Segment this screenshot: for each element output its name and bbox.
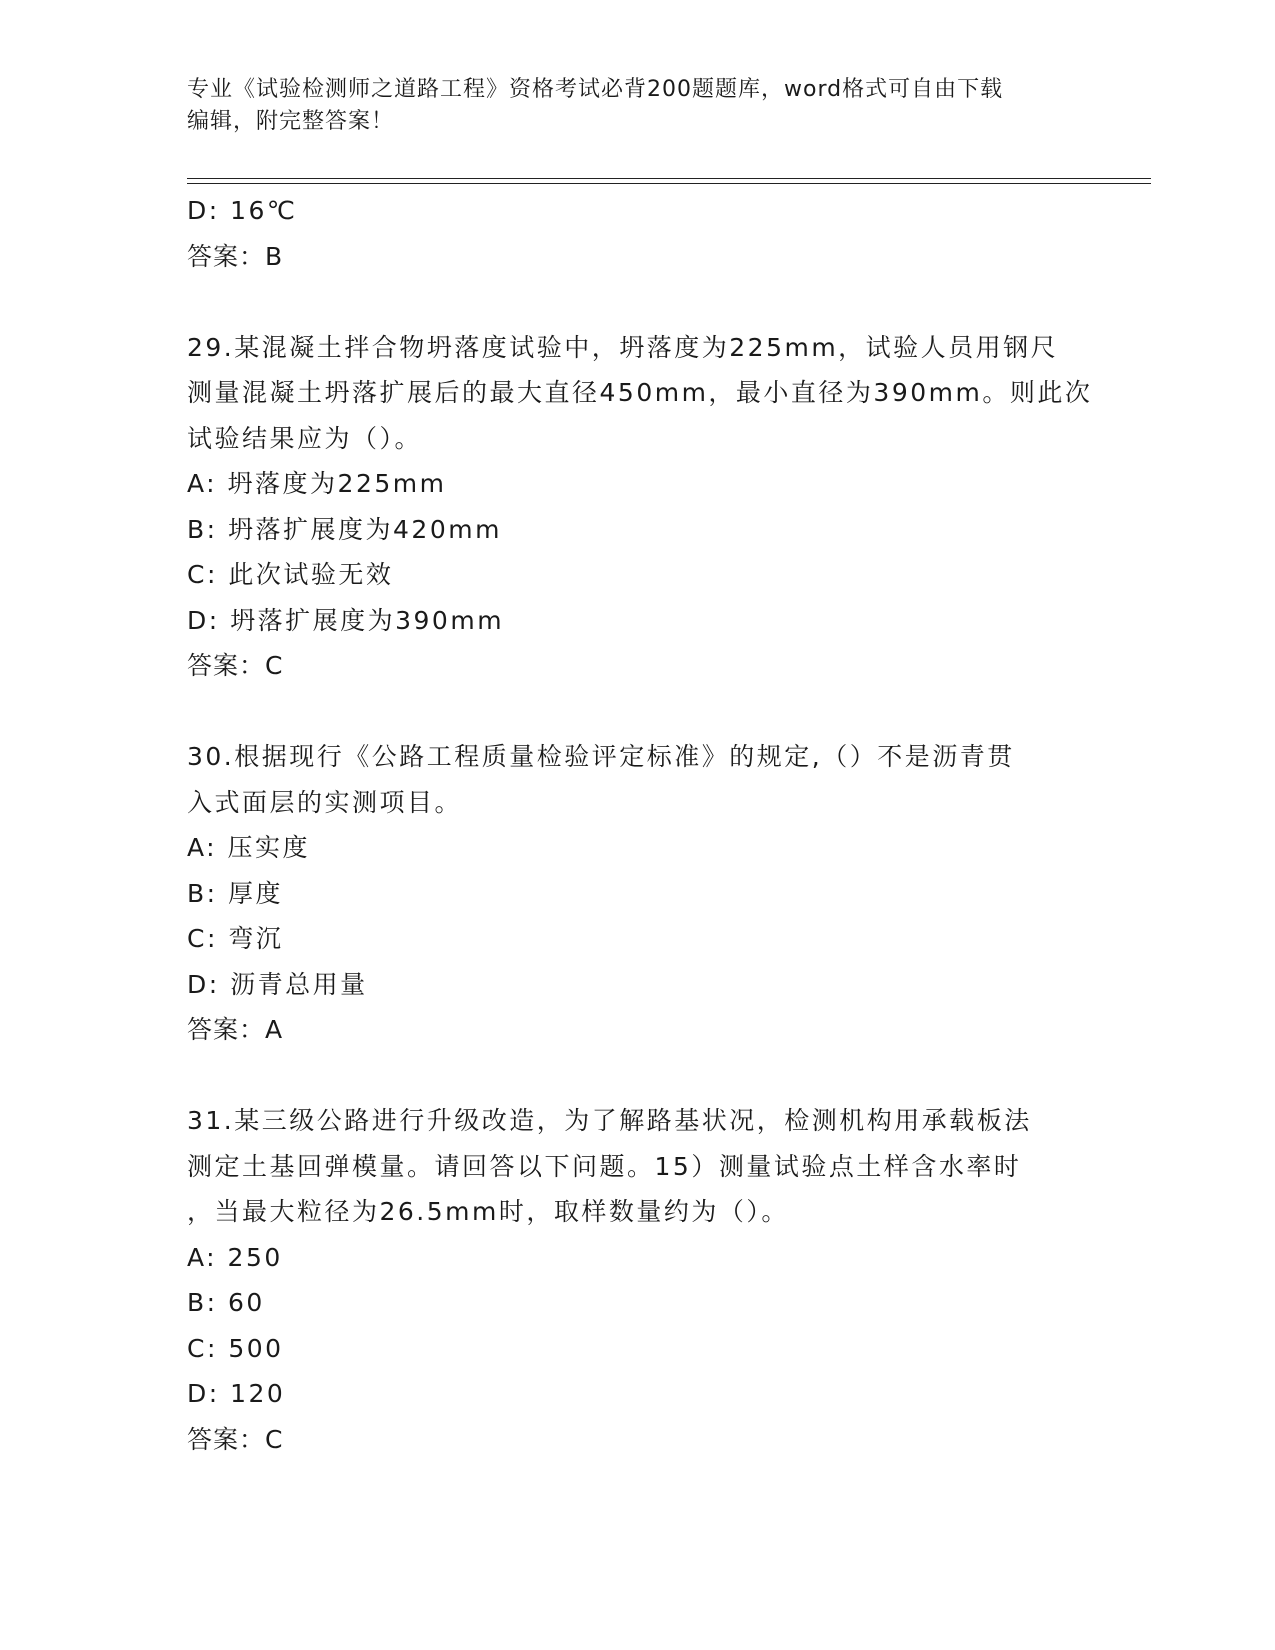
option-c: C: 500 bbox=[187, 1333, 284, 1363]
option-a: A: 坍落度为225mm bbox=[187, 469, 447, 498]
document-body bbox=[187, 188, 1093, 1462]
spacer bbox=[187, 279, 1087, 325]
question-text bbox=[187, 325, 1093, 462]
page-header bbox=[187, 74, 1087, 138]
question-line: ，当最大粒径为26.5mm时，取样数量约为（）。 bbox=[187, 1197, 789, 1226]
question-line: 29.某混凝土拌合物坍落度试验中，坍落度为225mm，试验人员用钢尺 bbox=[187, 332, 1059, 362]
spacer bbox=[187, 689, 1087, 735]
option-a: A: 250 bbox=[187, 1242, 283, 1272]
option-b: B: 厚度 bbox=[187, 878, 284, 908]
answer: 答案：A bbox=[187, 1015, 284, 1044]
question-block bbox=[187, 325, 1093, 689]
option-d: D: 16℃ bbox=[187, 196, 298, 225]
carryover-block bbox=[187, 188, 1087, 279]
question-text bbox=[187, 734, 1087, 825]
option-b: B: 60 bbox=[187, 1288, 265, 1317]
question-line: 30.根据现行《公路工程质量检验评定标准》的规定,（）不是沥青贯 bbox=[187, 742, 1015, 771]
question-line: 入式面层的实测项目。 bbox=[187, 787, 463, 817]
header-divider bbox=[187, 178, 1151, 184]
option-a: A: 压实度 bbox=[187, 833, 311, 862]
option-d: D: 沥青总用量 bbox=[187, 969, 368, 999]
option-d: D: 坍落扩展度为390mm bbox=[187, 605, 505, 635]
answer: 答案：C bbox=[187, 1424, 284, 1454]
answer: 答案：B bbox=[187, 241, 284, 271]
header-line-2: 编辑，附完整答案！ bbox=[187, 109, 395, 134]
header-line-1: 专业《试验检测师之道路工程》资格考试必背200题题库，word格式可自由下载 bbox=[187, 77, 1004, 102]
question-block bbox=[187, 1098, 1087, 1462]
option-c: C: 弯沉 bbox=[187, 924, 284, 953]
question-text bbox=[187, 1098, 1087, 1235]
question-line: 31.某三级公路进行升级改造，为了解路基状况，检测机构用承载板法 bbox=[187, 1106, 1032, 1135]
question-block bbox=[187, 734, 1087, 1053]
question-line: 测定土基回弹模量。请回答以下问题。15）测量试验点土样含水率时 bbox=[187, 1151, 1022, 1181]
spacer bbox=[187, 1053, 1087, 1099]
option-d: D: 120 bbox=[187, 1379, 286, 1408]
question-line: 测量混凝土坍落扩展后的最大直径450mm，最小直径为390mm。则此次 bbox=[187, 378, 1093, 407]
answer: 答案：C bbox=[187, 651, 284, 680]
option-b: B: 坍落扩展度为420mm bbox=[187, 514, 502, 544]
option-c: C: 此次试验无效 bbox=[187, 560, 394, 589]
question-line: 试验结果应为（）。 bbox=[187, 423, 423, 453]
